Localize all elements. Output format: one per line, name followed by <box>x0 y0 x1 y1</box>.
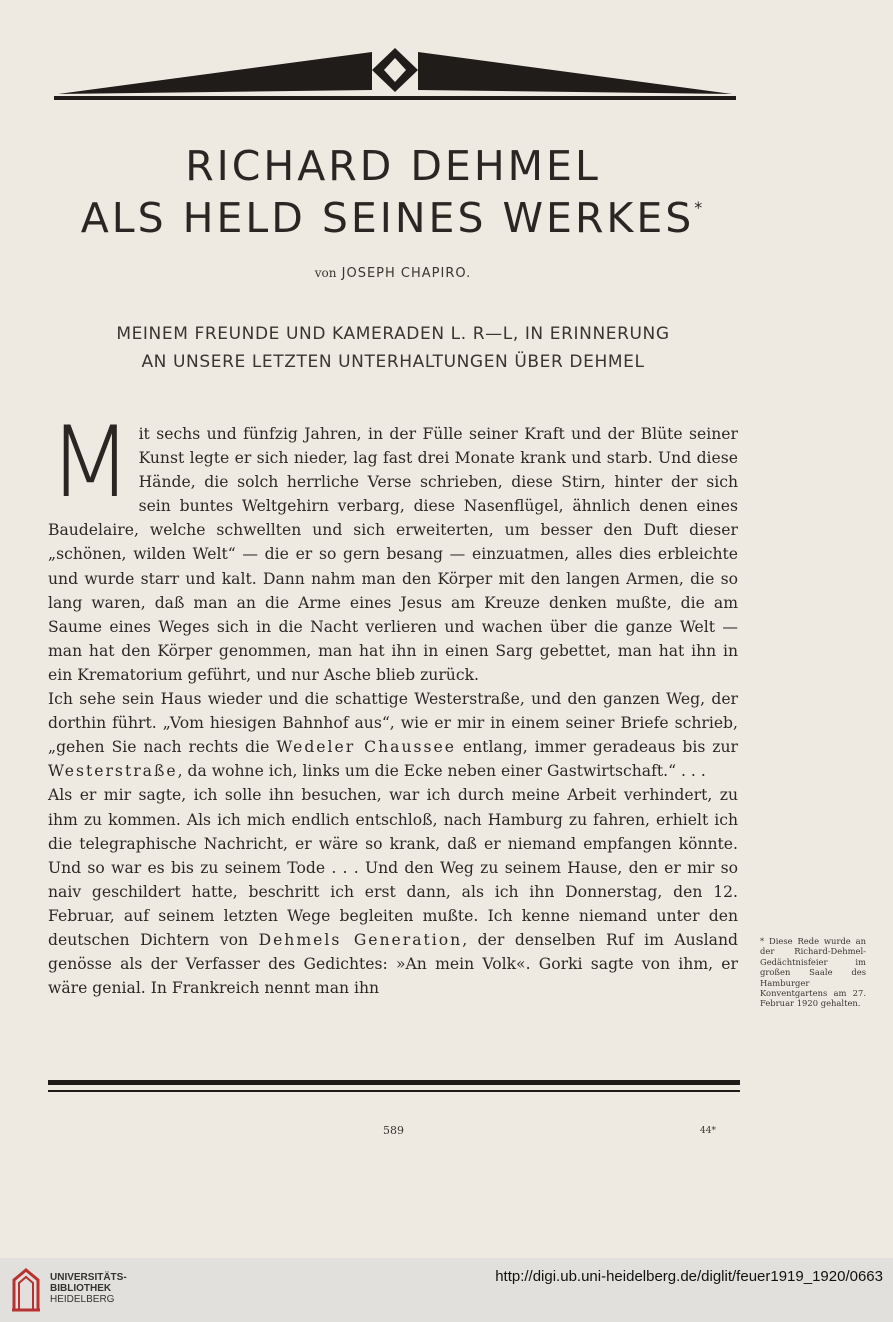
paragraph-2-spaced-1: Wedeler Chaussee <box>276 738 456 757</box>
title-line-2 <box>0 194 786 242</box>
ornament-right-wedge <box>418 52 732 94</box>
paragraph-3-text-a: Als er mir sagte, ich solle ihn besuchen, war ich durch meine Arbeit verhindert, zu ihm zu kommen. Als ich mich endlich entschloß, nach Hamburg zu fahren, erhielt ich die telegraphische Nachricht, er wäre so krank, daß er niemand empfangen könnte. Und so war es bis zu seinem Tode . . . Und den Weg zu seinem Hause, den er mir so naiv geschildert hatte, beschritt ich erst dann, als ich ihn Donnerstag, den 12. Februar, auf seinem letzten Wege begleiten mußte. Ich kenne niemand unter den deutschen Dichtern von <box>48 786 738 949</box>
dedication-line-1: MEINEM FREUNDE UND KAMERADEN L. R—L, IN ERINNERUNG <box>116 324 670 344</box>
footnote: * Diese Rede wurde an der Richard-Dehmel-Gedächtnisfeier im großen Saale des Hamburger Konventgartens am 27. Februar 1920 gehalten. <box>760 936 866 1009</box>
paragraph-2 <box>48 687 738 783</box>
byline-author: JOSEPH CHAPIRO. <box>341 266 472 281</box>
title-line-1: RICHARD DEHMEL <box>185 142 601 190</box>
page-number: 589 <box>383 1124 404 1137</box>
printer-signature: 44* <box>700 1126 716 1136</box>
drop-cap: M <box>48 406 133 520</box>
title-line-2-text: ALS HELD SEINES WERKES <box>80 194 695 242</box>
paragraph-2-spaced-2: Westerstraße <box>48 762 178 781</box>
paragraph-3-spaced: Dehmels Generation <box>258 930 463 949</box>
library-name-line-3: HEIDELBERG <box>50 1294 115 1305</box>
paragraph-3 <box>48 783 738 1000</box>
library-name-line-1: UNIVERSITÄTS- <box>50 1272 127 1283</box>
bottom-rule-thin <box>48 1090 740 1092</box>
ornament-base-rule <box>54 96 736 100</box>
ornament-left-wedge <box>58 52 372 94</box>
paragraph-1 <box>48 406 738 687</box>
paragraph-2-text-b: entlang, immer geradeaus bis zur <box>455 738 738 757</box>
paragraph-2-text-c: , da wohne ich, links um die Ecke neben einer Gastwirtschaft.“ . . . <box>177 762 706 781</box>
article-body <box>48 406 738 1000</box>
header-ornament <box>54 46 736 102</box>
permalink-url[interactable]: http://digi.ub.uni-heidelberg.de/diglit/feuer1919_1920/0663 <box>495 1268 883 1285</box>
library-name[interactable] <box>50 1272 127 1305</box>
bottom-rule-thick <box>48 1080 740 1085</box>
byline-prefix: von <box>314 266 337 280</box>
library-logo-icon[interactable] <box>10 1266 42 1314</box>
paragraph-1-text: it sechs und fünfzig Jahren, in der Fülle seiner Kraft und der Blüte seiner Kunst legte er sich nieder, lag fast drei Monate krank und starb. Und diese Hände, die solch herrliche Verse schrieben, diese Stirn, hinter der sich sein buntes Weltgehirn verbarg, diese Nasenflügel, ähnlich denen eines Baudelaire, welche schwellten und sich erweiterten, um besser den Duft dieser „schönen, wilden Welt“ — die er so gern besang — einzuatmen, alles dies erbleichte und wurde starr und kalt. Dann nahm man den Körper mit den langen Armen, die so lang waren, daß man an die Arme eines Jesus am Kreuze denken mußte, die am Saume eines Weges sich in die Nacht verlieren und wachen über die ganze Welt — man hat den Körper genommen, man hat ihn in einen Sarg gebettet, man hat ihn in ein Krematorium geführt, und nur Asche blieb zurück. <box>48 425 738 684</box>
paragraph-2-text-a: Ich sehe sein Haus wieder und die schattige Westerstraße, und den ganzen Weg, der dorthin führt. „Vom hiesigen Bahnhof aus“, wie er mir in einem seiner Briefe schrieb, „gehen Sie nach rechts die <box>48 690 738 757</box>
library-name-line-2: BIBLIOTHEK <box>50 1283 112 1294</box>
paragraph-3-text-b: , der denselben Ruf im Ausland genösse als der Verfasser des Gedichtes: »An mein Volk«. Gorki sagte von ihm, er wäre genial. In Frankreich nennt man ihn <box>48 930 738 998</box>
title-footnote-mark: * <box>694 198 706 217</box>
dedication-line-2: AN UNSERE LETZTEN UNTERHALTUNGEN ÜBER DEHMEL <box>141 352 645 372</box>
byline <box>0 266 786 281</box>
